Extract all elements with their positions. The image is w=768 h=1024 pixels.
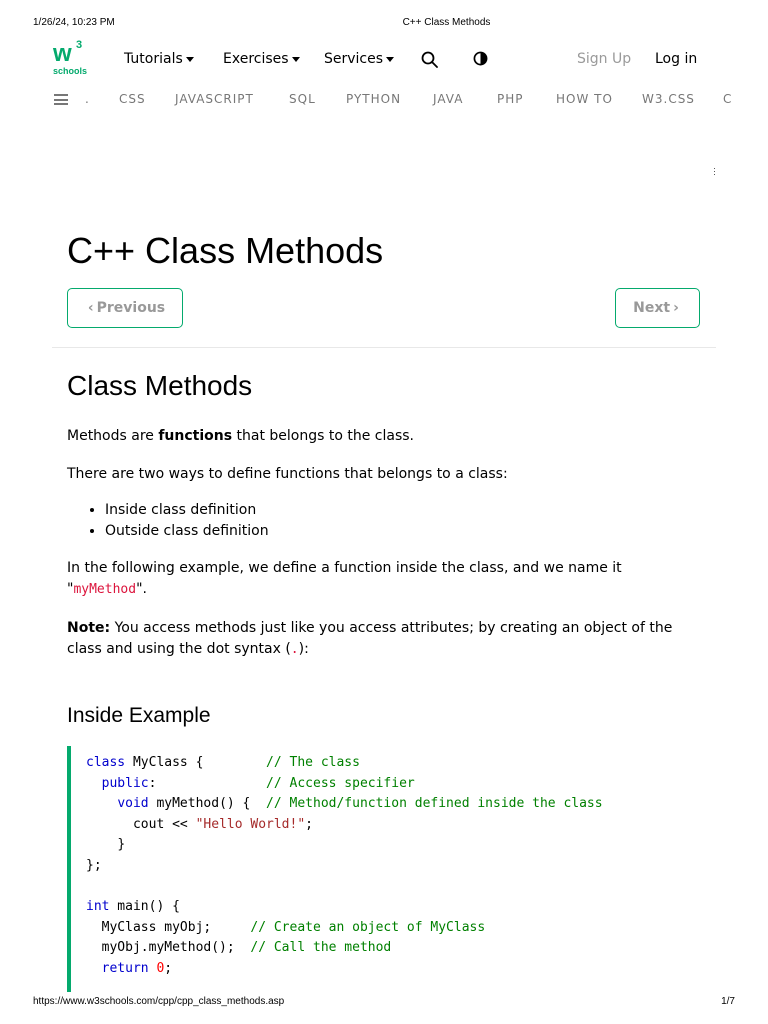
inline-code: . — [290, 642, 299, 657]
hamburger-menu-icon[interactable] — [54, 94, 68, 105]
note-paragraph: Note: You access methods just like you access attributes; by creating an object of the class and using the dot syntax (.): — [67, 620, 673, 657]
subject-nav — [33, 88, 733, 112]
chevron-right-icon: › — [673, 300, 679, 316]
previous-label: Previous — [96, 300, 166, 316]
code-example-box — [67, 746, 703, 992]
subnav-item-sql[interactable]: SQL — [289, 92, 316, 106]
logo-w: w — [53, 40, 71, 67]
previous-button[interactable] — [67, 288, 183, 328]
tutorials-menu-button[interactable] — [124, 51, 194, 67]
caret-down-icon — [386, 57, 394, 62]
intro-paragraph: Methods are functions that belongs to the class. — [67, 428, 415, 444]
print-footer — [0, 996, 768, 1008]
services-menu-button[interactable] — [324, 51, 394, 67]
subnav-item-w3css[interactable]: W3.CSS — [642, 92, 695, 106]
logo-three: 3 — [76, 39, 83, 51]
chevron-left-icon: ‹ — [87, 300, 94, 316]
more-options-icon[interactable] — [714, 168, 716, 176]
contrast-toggle-icon[interactable] — [473, 51, 488, 66]
ways-paragraph: There are two ways to define functions that belongs to a class: — [67, 466, 508, 482]
subnav-item-css[interactable]: CSS — [119, 92, 146, 106]
web-page — [33, 30, 733, 992]
log-in-link[interactable]: Log in — [655, 51, 698, 67]
subnav-item-c[interactable]: C — [723, 92, 733, 106]
example-title: Inside Example — [67, 704, 211, 727]
subnav-item-php[interactable]: PHP — [497, 92, 524, 106]
subnav-item-dot[interactable]: . — [85, 92, 90, 106]
caret-down-icon — [292, 57, 300, 62]
example-paragraph: In the following example, we define a function inside the class, and we name it "myMethod". — [67, 560, 622, 597]
sign-up-link[interactable]: Sign Up — [577, 51, 632, 67]
next-button[interactable] — [615, 288, 700, 328]
ways-list — [105, 500, 269, 542]
exercises-menu-button[interactable] — [223, 51, 300, 67]
section-title: Class Methods — [67, 370, 253, 401]
top-nav — [33, 30, 733, 88]
inline-code: myMethod — [73, 582, 137, 597]
subnav-item-java[interactable]: JAVA — [433, 92, 464, 106]
subnav-item-python[interactable]: PYTHON — [346, 92, 402, 106]
w3schools-logo[interactable] — [53, 40, 93, 76]
print-url: https://www.w3schools.com/cpp/cpp_class_methods.asp — [33, 996, 285, 1007]
print-date: 1/26/24, 10:23 PM — [33, 17, 115, 28]
code-block: class MyClass { // The class public: // Access specifier void myMethod() { // Method/function defined inside the class cout << "Hello World!"; } }; int main() { MyClass myObj; // Create an object of MyClass myObj.myMethod(); // Call the method return 0; — [86, 755, 603, 976]
exercises-label: Exercises — [223, 51, 289, 67]
note-label: Note: — [67, 620, 111, 636]
print-title: C++ Class Methods — [402, 17, 491, 28]
page-title: C++ Class Methods — [67, 230, 384, 271]
print-header — [0, 17, 768, 29]
services-label: Services — [324, 51, 384, 67]
print-page-number: 1/7 — [721, 996, 735, 1007]
subnav-item-how-to[interactable]: HOW TO — [556, 92, 613, 106]
subnav-item-javascript[interactable]: JAVASCRIPT — [175, 92, 254, 106]
list-item: • Inside class definition — [105, 500, 269, 521]
divider — [52, 347, 716, 348]
list-item: • Outside class definition — [105, 521, 269, 542]
search-icon[interactable] — [421, 51, 438, 68]
logo-schools: schools — [53, 66, 88, 76]
next-label: Next — [633, 300, 671, 316]
functions-bold: functions — [158, 428, 233, 444]
tutorials-label: Tutorials — [124, 51, 183, 67]
caret-down-icon — [186, 57, 194, 62]
